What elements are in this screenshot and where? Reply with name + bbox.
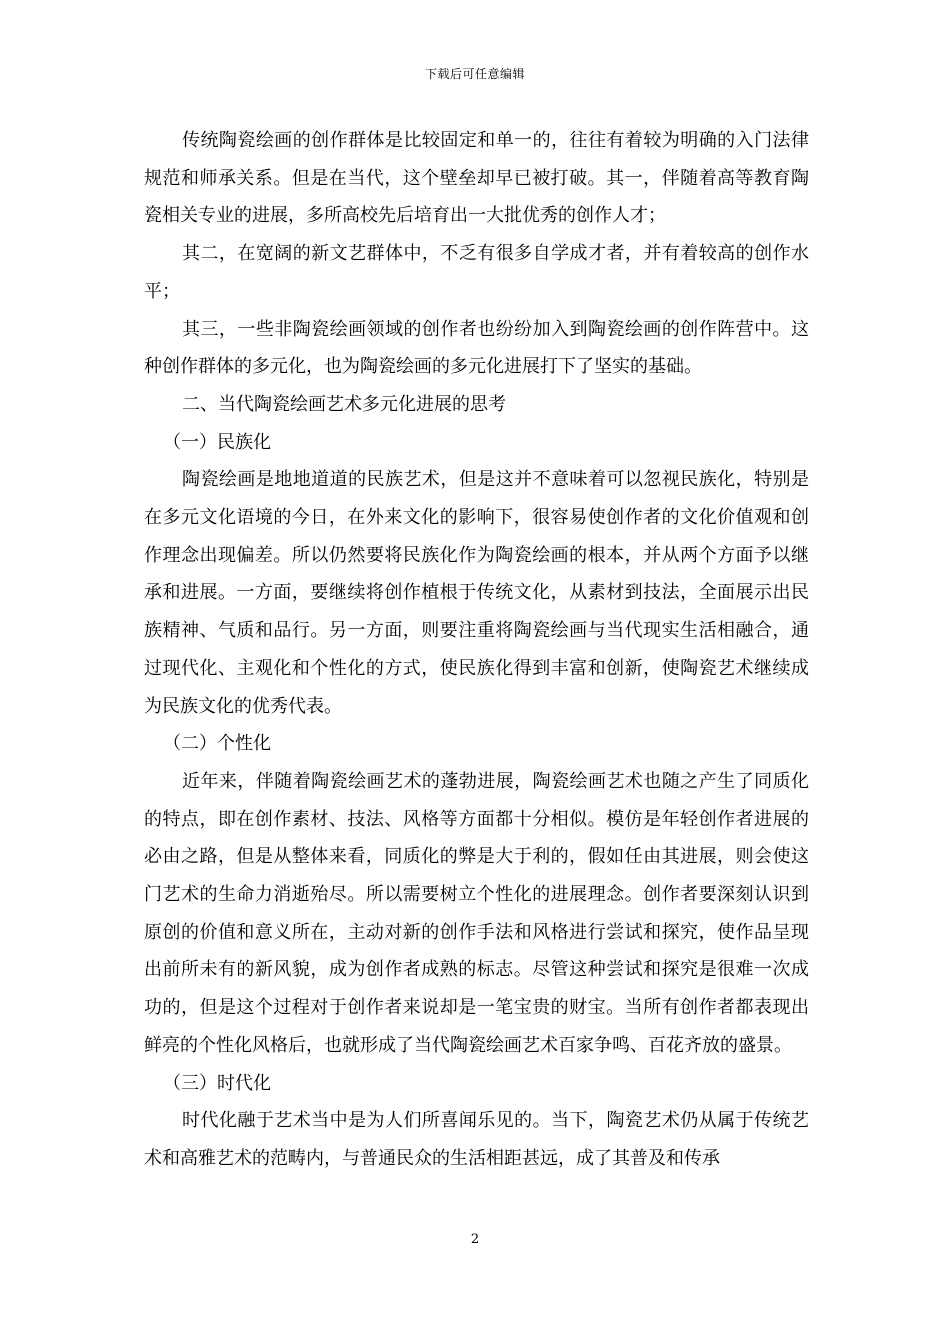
subheading-nationalization: （一）民族化 <box>163 431 271 453</box>
paragraph-modernization: 时代化融于艺术当中是为人们所喜闻乐见的。当下，陶瓷艺术仍从属于传统艺术和高雅艺术的范畴内，与普通民众的生活相距甚远，成了其普及和传承 <box>144 1110 809 1169</box>
paragraph-individualization: 近年来，伴随着陶瓷绘画艺术的蓬勃进展，陶瓷绘画艺术也随之产生了同质化的特点，即在创作素材、技法、风格等方面都十分相似。模仿是年轻创作者进展的必由之路，但是从整体来看，同质化的弊是大于利的，假如任由其进展，则会使这门艺术的生命力消逝殆尽。所以需要树立个性化的进展理念。创作者要深刻认识到原创的价值和意义所在，主动对新的创作手法和风格进行尝试和探究，使作品呈现出前所未有的新风貌，成为创作者成熟的标志。尽管这种尝试和探究是很难一次成功的，但是这个过程对于创作者来说却是一笔宝贵的财宝。当所有创作者都表现出鲜亮的个性化风格后，也就形成了当代陶瓷绘画艺术百家争鸣、百花齐放的盛景。 <box>144 770 809 1056</box>
section-heading: 二、当代陶瓷绘画艺术多元化进展的思考 <box>182 393 506 415</box>
page-header: 下载后可任意编辑 <box>424 67 525 81</box>
page-number: 2 <box>470 1232 480 1247</box>
paragraph-diversity: 其三，一些非陶瓷绘画领域的创作者也纷纷加入到陶瓷绘画的创作阵营中。这种创作群体的多元化，也为陶瓷绘画的多元化进展打下了坚实的基础。 <box>144 318 809 378</box>
paragraph-creative-group: 传统陶瓷绘画的创作群体是比较固定和单一的，往往有着较为明确的入门法律规范和师承关系。但是在当代，这个壁垒却早已被打破。其一，伴随着高等教育陶瓷相关专业的进展，多所高校先后培育出一大批优秀的创作人才； <box>144 130 809 227</box>
document-body <box>144 122 809 1178</box>
paragraph-self-taught: 其二，在宽阔的新文艺群体中，不乏有很多自学成才者，并有着较高的创作水平； <box>144 243 809 302</box>
subheading-modernization: （三）时代化 <box>163 1072 271 1094</box>
subheading-individualization: （二）个性化 <box>163 733 271 755</box>
paragraph-nationalization: 陶瓷绘画是地地道道的民族艺术，但是这并不意味着可以忽视民族化，特别是在多元文化语境的今日，在外来文化的影响下，很容易使创作者的文化价值观和创作理念出现偏差。所以仍然要将民族化作为陶瓷绘画的根本，并从两个方面予以继承和进展。一方面，要继续将创作植根于传统文化，从素材到技法，全面展示出民族精神、气质和品行。另一方面，则要注重将陶瓷绘画与当代现实生活相融合，通过现代化、主观化和个性化的方式，使民族化得到丰富和创新，使陶瓷艺术继续成为民族文化的优秀代表。 <box>144 469 809 717</box>
